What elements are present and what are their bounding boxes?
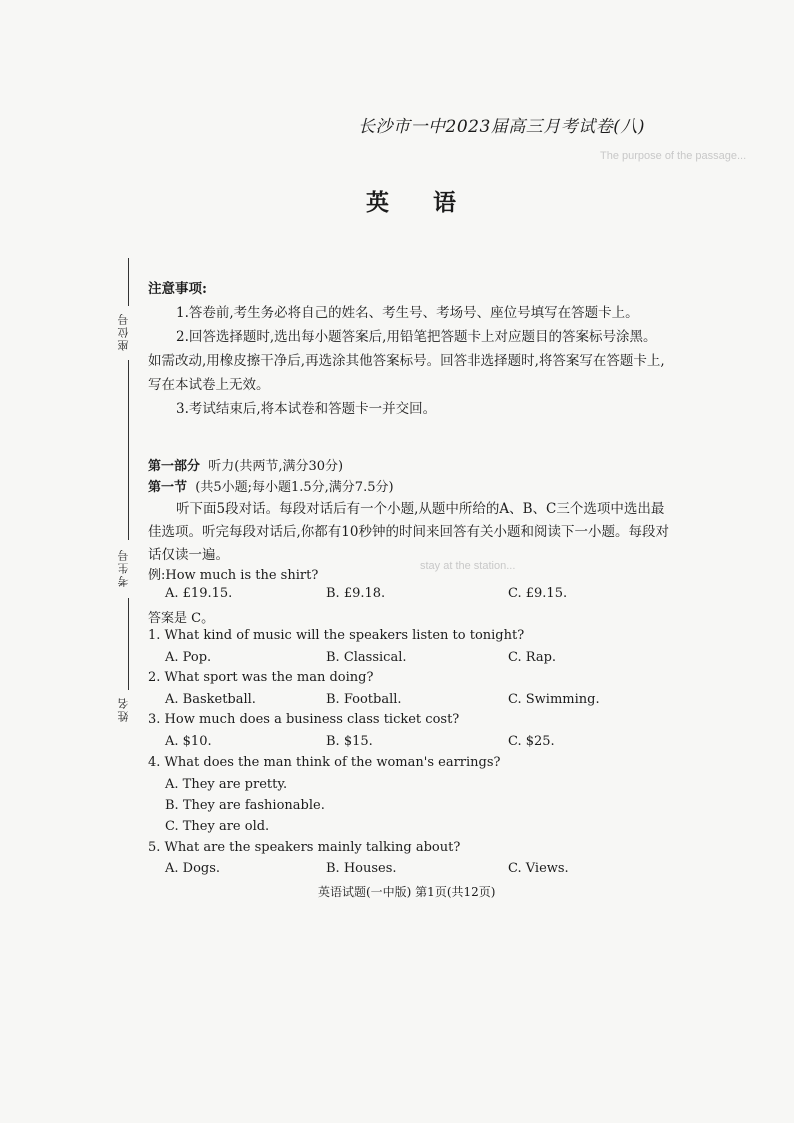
q4-option-a: A. They are pretty.	[165, 777, 288, 792]
question-4: 4. What does the man think of the woman's earrings?	[148, 755, 501, 770]
bleed-through-text: stay at the station...	[420, 560, 516, 572]
q5-option-a: A. Dogs.	[165, 861, 221, 876]
notes-item: 3.考试结束后,将本试卷和答题卡一并交回。	[176, 401, 437, 417]
notes-section	[148, 277, 668, 421]
q4-option-b: B. They are fashionable.	[165, 798, 325, 813]
question-3: 3. How much does a business class ticket cost?	[148, 712, 460, 727]
example-option-c: C. £9.15.	[508, 586, 568, 601]
q1-option-a: A. Pop.	[165, 650, 212, 665]
part-label: 第一部分	[148, 459, 201, 474]
example-option-a: A. £19.15.	[165, 586, 233, 601]
instructions-text: 听下面5段对话。每段对话后有一个小题,从题中所给的A、B、C三个选项中选出最佳选项。听完每段对话后,你都有10秒钟的时间来回答有关小题和阅读下一小题。每段对话仅读一遍。	[148, 501, 669, 563]
example-answer: 答案是 C。	[148, 611, 215, 626]
exam-title: 长沙市一中2023届高三月考试卷(八)	[358, 117, 646, 137]
q5-option-b: B. Houses.	[326, 861, 397, 876]
bleed-through-text: The purpose of the passage...	[600, 150, 747, 162]
q3-option-c: C. $25.	[508, 734, 555, 749]
notes-item: 2.回答选择题时,选出每小题答案后,用铅笔把答题卡上对应题目的答案标号涂黑。如需改动,用橡皮擦干净后,再选涂其他答案标号。回答非选择题时,将答案写在答题卡上,写在本试卷上无效。	[148, 329, 665, 393]
subsection-label: 第一节	[148, 480, 188, 495]
exam-number-label: 考生号	[117, 548, 130, 587]
binding-line	[128, 360, 129, 540]
notes-title: 注意事项:	[148, 281, 207, 297]
q3-option-a: A. $10.	[165, 734, 212, 749]
binding-line	[128, 258, 129, 306]
question-1: 1. What kind of music will the speakers listen to tonight?	[148, 628, 525, 643]
q1-option-c: C. Rap.	[508, 650, 557, 665]
listening-instructions	[148, 498, 670, 567]
q2-option-b: B. Football.	[326, 692, 402, 707]
q5-option-c: C. Views.	[508, 861, 569, 876]
part-text: 听力(共两节,满分30分)	[208, 459, 344, 474]
subsection-text: (共5小题;每小题1.5分,满分7.5分)	[195, 480, 394, 495]
q3-option-b: B. $15.	[326, 734, 373, 749]
q1-option-b: B. Classical.	[326, 650, 407, 665]
q2-option-c: C. Swimming.	[508, 692, 600, 707]
question-5: 5. What are the speakers mainly talking about?	[148, 840, 461, 855]
seat-number-label: 座位号	[117, 312, 130, 351]
question-2: 2. What sport was the man doing?	[148, 670, 374, 685]
section-heading	[148, 456, 394, 498]
q4-option-c: C. They are old.	[165, 819, 270, 834]
page-footer: 英语试题(一中版) 第1页(共12页)	[318, 885, 496, 899]
q2-option-a: A. Basketball.	[165, 692, 256, 707]
subject-title: 英 语	[366, 189, 475, 216]
binding-line	[128, 598, 129, 690]
name-label: 姓名	[117, 696, 130, 722]
example-option-b: B. £9.18.	[326, 586, 386, 601]
example-prompt: 例:How much is the shirt?	[148, 568, 319, 583]
notes-item: 1.答卷前,考生务必将自己的姓名、考生号、考场号、座位号填写在答题卡上。	[176, 305, 639, 321]
